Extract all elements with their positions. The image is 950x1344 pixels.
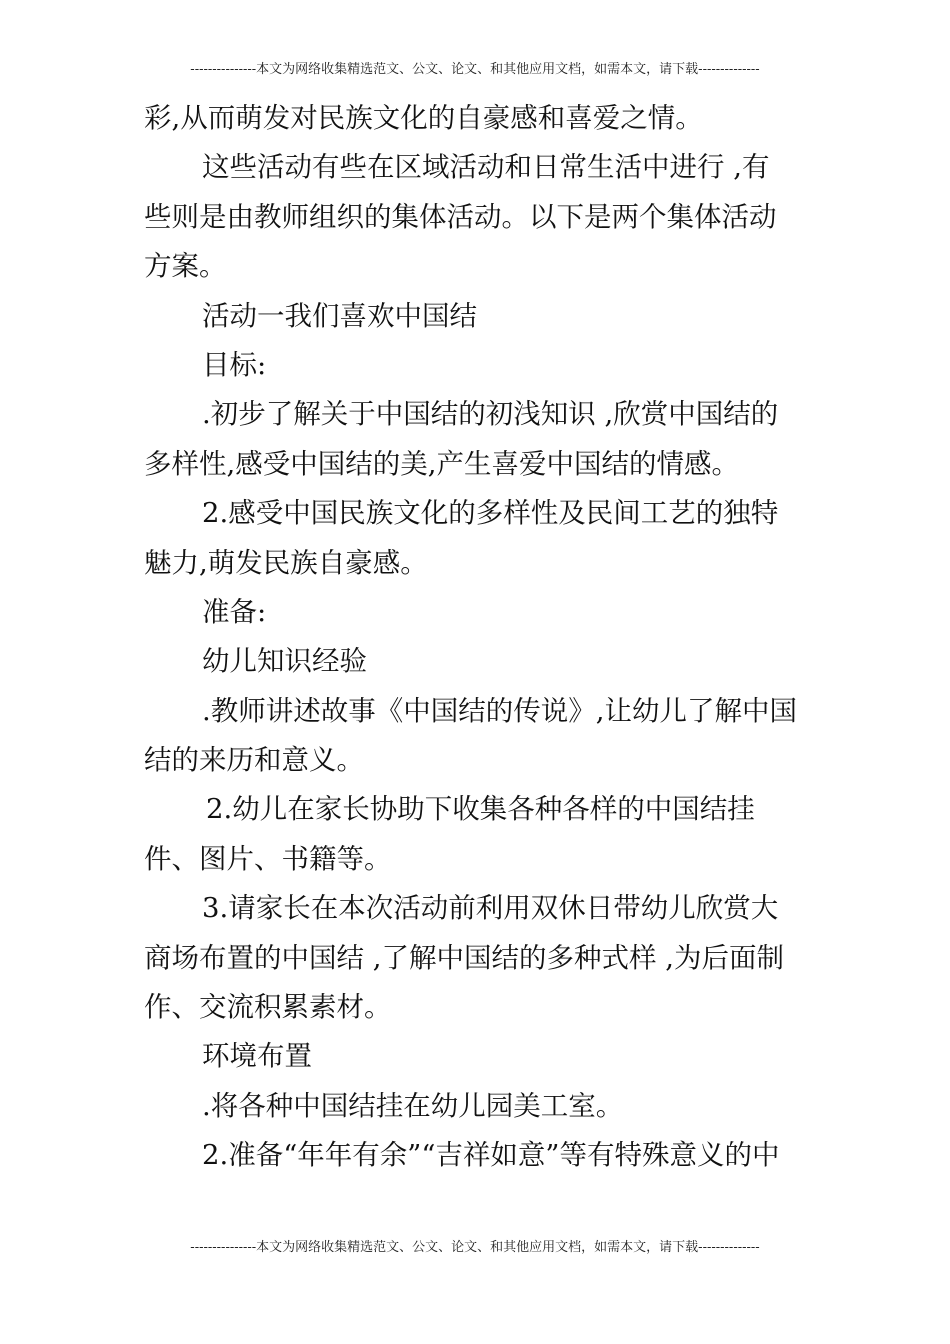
- paragraph-line: 多样性,感受中国结的美,产生喜爱中国结的情感。: [144, 447, 739, 480]
- paragraph-line: .将各种中国结挂在幼儿园美工室。: [202, 1089, 624, 1122]
- paragraph-line: 商场布置的中国结 ,了解中国结的多种式样 ,为后面制: [144, 941, 784, 974]
- paragraph-line: 些则是由教师组织的集体活动。以下是两个集体活动: [144, 200, 777, 233]
- paragraph-line: 件、图片、书籍等。: [144, 842, 392, 875]
- paragraph-line: .教师讲述故事《中国结的传说》,让幼儿了解中国: [202, 694, 797, 727]
- paragraph-line: 3.请家长在本次活动前利用双休日带幼儿欣赏大: [202, 892, 779, 925]
- paragraph-line: 2.感受中国民族文化的多样性及民间工艺的独特: [202, 497, 779, 530]
- paragraph-line: 2.准备“年年有余”“吉祥如意”等有特殊意义的中: [202, 1139, 780, 1172]
- paragraph-line: 结的来历和意义。: [144, 744, 364, 777]
- section-heading: 目标:: [202, 348, 267, 381]
- document-body: [144, 94, 814, 1181]
- paragraph-line: 2.幼儿在家长协助下收集各种各样的中国结挂: [206, 793, 755, 826]
- header-banner: ---------------本文为网络收集精选范文、公文、论文、和其他应用文档，如需本文，请下载--------------: [190, 62, 760, 77]
- section-heading: 环境布置: [202, 1040, 312, 1073]
- paragraph-line: 方案。: [144, 250, 227, 283]
- section-heading: 准备:: [202, 595, 267, 628]
- footer-banner: ---------------本文为网络收集精选范文、公文、论文、和其他应用文档，如需本文，请下载--------------: [190, 1240, 760, 1255]
- paragraph-line: .初步了解关于中国结的初浅知识 ,欣赏中国结的: [202, 398, 779, 431]
- section-heading: 幼儿知识经验: [202, 645, 367, 678]
- paragraph-line: 魅力,萌发民族自豪感。: [144, 546, 428, 579]
- paragraph-line: 彩,从而萌发对民族文化的自豪感和喜爱之情。: [144, 102, 703, 134]
- paragraph-line: 这些活动有些在区域活动和日常生活中进行 ,有: [202, 151, 770, 184]
- paragraph-line: 作、交流积累素材。: [144, 991, 392, 1024]
- section-heading: 活动一我们喜欢中国结: [202, 299, 477, 332]
